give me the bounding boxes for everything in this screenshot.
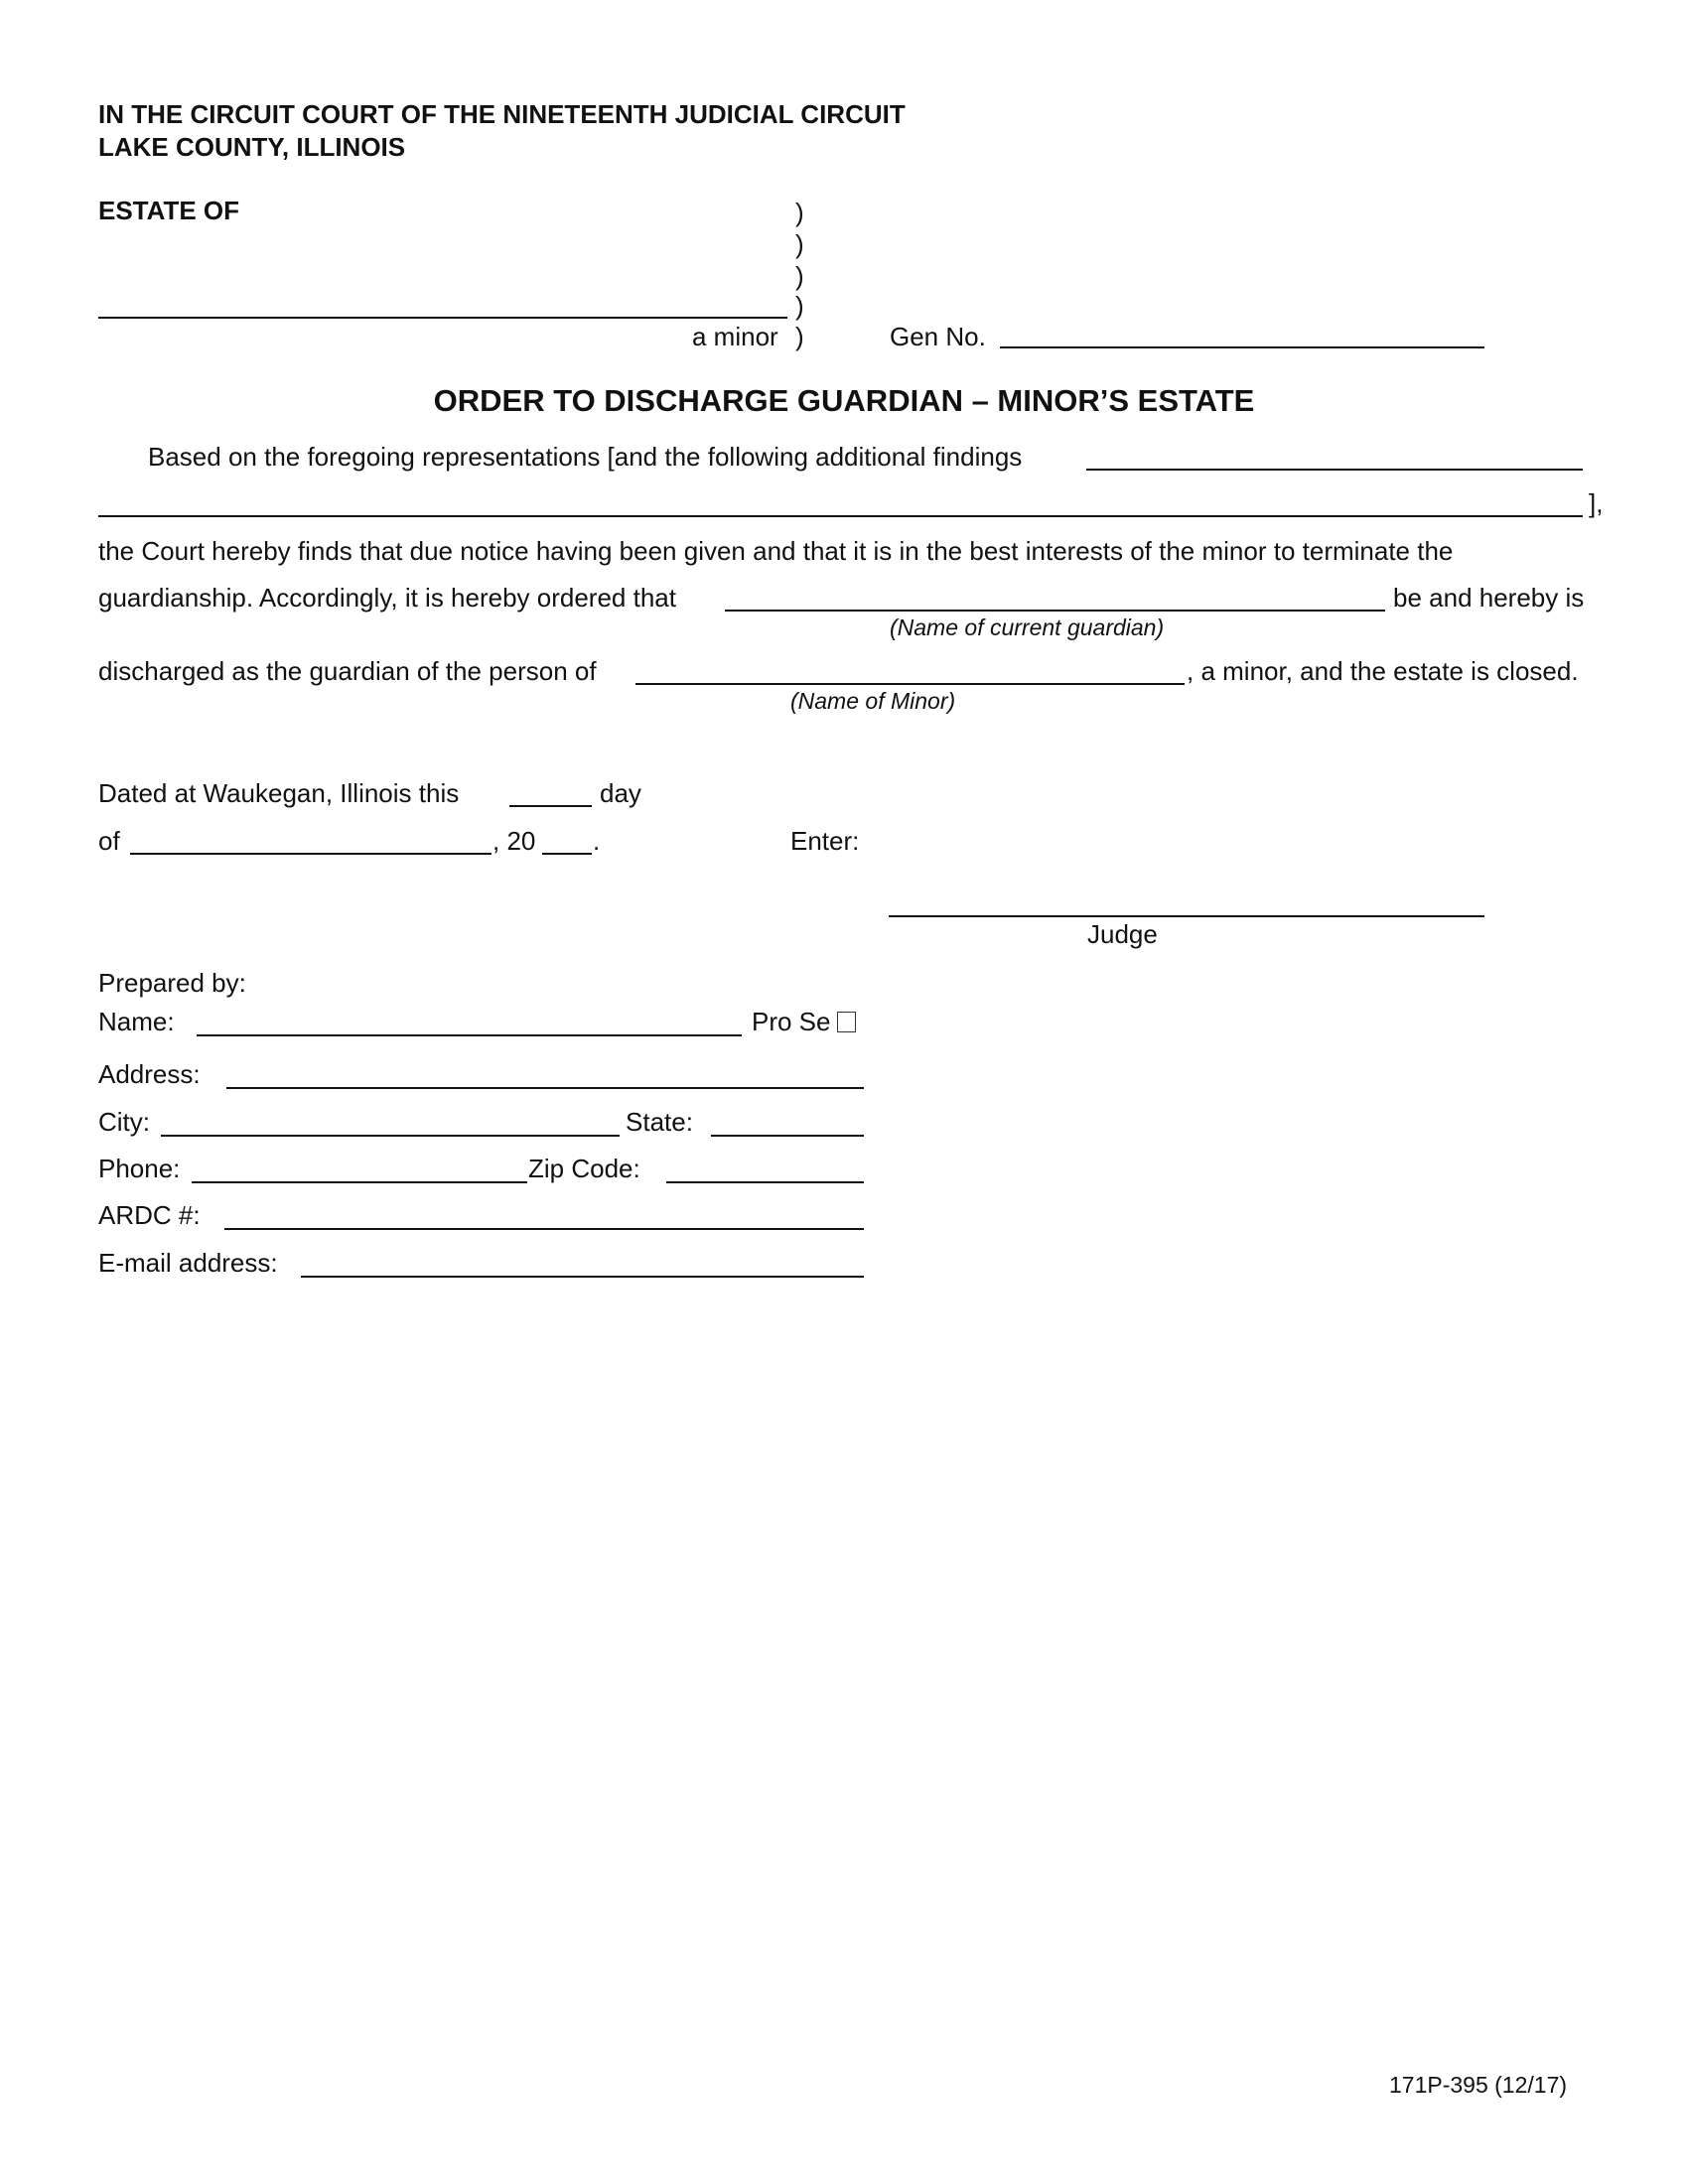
state-label: State: — [626, 1107, 693, 1137]
year-prefix: , 20 — [492, 826, 536, 856]
caption-paren: ) — [795, 291, 804, 321]
year-field[interactable] — [542, 853, 592, 855]
estate-of-label: ESTATE OF — [98, 196, 240, 225]
caption-paren: ) — [795, 261, 804, 291]
pro-se-label — [752, 1007, 856, 1036]
caption-paren: ) — [795, 229, 804, 259]
additional-findings-field[interactable] — [1086, 469, 1583, 471]
of-label: of — [98, 826, 120, 856]
dated-label: Dated at Waukegan, Illinois this — [98, 778, 460, 808]
enter-label: Enter: — [790, 826, 860, 856]
order-text-end: be and hereby is — [1393, 583, 1585, 613]
name-field[interactable] — [197, 1034, 742, 1036]
ardc-field[interactable] — [224, 1228, 864, 1230]
city-label: City: — [98, 1107, 150, 1137]
county-name: LAKE COUNTY, ILLINOIS — [98, 132, 406, 162]
current-guardian-field[interactable] — [725, 610, 1385, 612]
month-field[interactable] — [130, 853, 492, 855]
address-label: Address: — [98, 1059, 201, 1089]
zip-field[interactable] — [666, 1181, 864, 1183]
page-title: ORDER TO DISCHARGE GUARDIAN – MINOR’S ESTATE — [433, 383, 1255, 418]
prepared-by-heading: Prepared by: — [98, 968, 246, 998]
zip-label: Zip Code: — [528, 1154, 640, 1183]
pro-se-text: Pro Se — [752, 1007, 831, 1036]
order-text: guardianship. Accordingly, it is hereby ordered that — [98, 583, 676, 613]
findings-text: the Court hereby finds that due notice having been given and that it is in the best interests of the minor to terminate the — [98, 536, 1454, 566]
minor-caption: (Name of Minor) — [790, 688, 956, 714]
bracket-close: ], — [1589, 488, 1604, 518]
pro-se-checkbox[interactable] — [837, 1012, 856, 1032]
caption-paren: ) — [795, 198, 804, 227]
email-label: E-mail address: — [98, 1248, 278, 1278]
minor-name-field[interactable] — [635, 683, 1185, 685]
email-field[interactable] — [301, 1276, 864, 1278]
guardian-caption: (Name of current guardian) — [890, 614, 1165, 640]
discharge-text: discharged as the guardian of the person of — [98, 656, 597, 686]
judge-signature-field[interactable] — [889, 915, 1484, 917]
findings-intro: Based on the foregoing representations [and the following additional findings — [148, 442, 1023, 472]
phone-field[interactable] — [192, 1181, 527, 1183]
estate-name-field[interactable] — [98, 317, 787, 319]
discharge-text-end: , a minor, and the estate is closed. — [1187, 656, 1579, 686]
gen-no-field[interactable] — [1000, 346, 1484, 348]
phone-label: Phone: — [98, 1154, 181, 1183]
additional-findings-field-2[interactable] — [98, 515, 1583, 517]
court-name: IN THE CIRCUIT COURT OF THE NINETEENTH JUDICIAL CIRCUIT — [98, 99, 906, 129]
name-label: Name: — [98, 1007, 175, 1036]
state-field[interactable] — [711, 1135, 864, 1137]
period: . — [593, 826, 601, 856]
address-field[interactable] — [226, 1087, 864, 1089]
judge-label: Judge — [1087, 919, 1158, 949]
day-label: day — [600, 778, 641, 808]
form-number: 171P-395 (12/17) — [1389, 2072, 1568, 2098]
ardc-label: ARDC #: — [98, 1200, 201, 1230]
a-minor-label: a minor — [692, 322, 778, 351]
city-field[interactable] — [161, 1135, 620, 1137]
gen-no-label: Gen No. — [890, 322, 986, 351]
day-field[interactable] — [509, 805, 592, 807]
caption-paren: ) — [795, 322, 804, 351]
